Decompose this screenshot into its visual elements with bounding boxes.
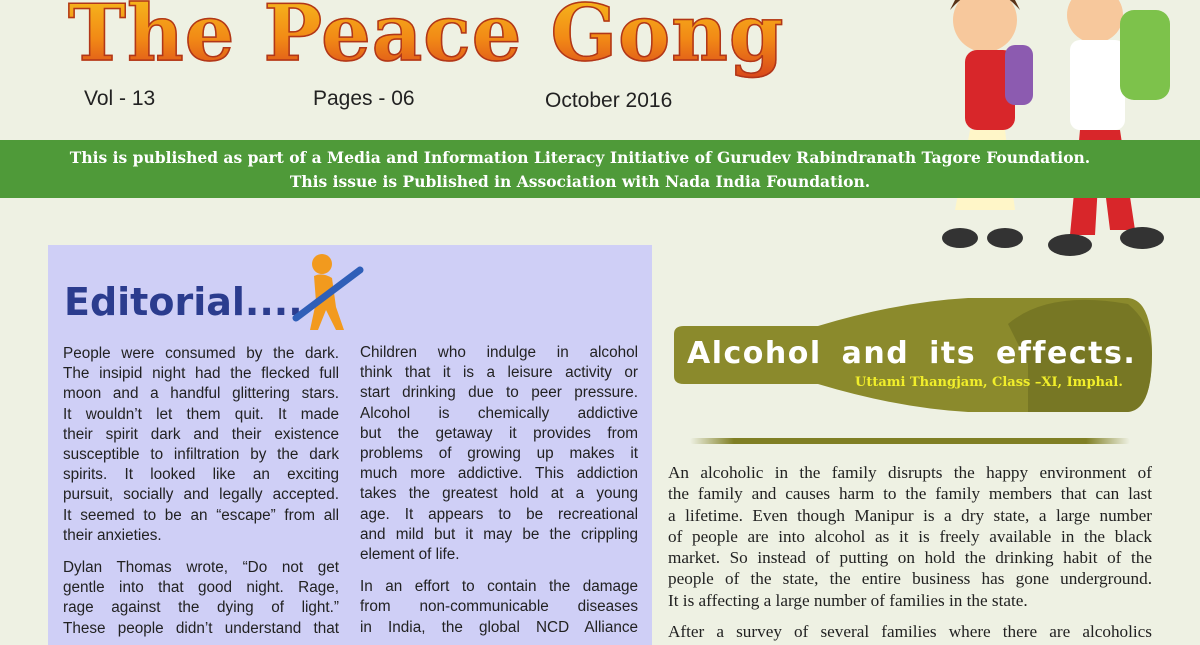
divider [690,438,1130,444]
paragraph [360,577,638,638]
text-line: After a survey of several families where there are alcoholics [668,622,1152,642]
text-line: Alcohol is chemically addictive [360,404,638,422]
paragraph [63,344,339,546]
text-line: a lifetime. Even though Manipur is a dry state, a large number [668,505,1152,525]
text-line: but the getaway it provides from [360,424,638,442]
text-line: their anxieties. [63,526,162,544]
text-line: the family and causes harm to the family members that can last [668,484,1152,504]
text-line: gentle into that good night. Rage, [63,579,339,597]
text-line: people of the state, the entire business has gone underground. [668,569,1152,589]
text-line: rage against the dying of light.” [63,599,339,617]
paragraph [63,558,339,639]
text-line: It seemed to be an “escape” from all [63,506,339,524]
paragraph [668,462,1152,611]
text-line: The insipid night had the flecked full [63,365,339,383]
text-line: It is affecting a large number of families in the state. [668,590,1028,610]
text-line: much more addictive. This addiction [360,465,638,483]
publication-banner [0,140,1200,198]
children-illustration [910,0,1200,270]
text-line: susceptible to infiltration by the dark [63,446,339,464]
volume: Vol - 13 [84,87,156,110]
article-byline: Uttami Thangjam, Class –XI, Imphal. [855,375,1123,390]
editorial-column-2 [360,343,638,638]
text-line: in India, the global NCD Alliance [360,618,638,636]
writer-with-pen-icon [292,252,364,332]
text-line: element of life. [360,546,460,564]
text-line: problems of growing up makes it [360,445,638,463]
article-body [668,462,1152,642]
newsletter-title: The Peace Gong [68,0,784,79]
text-line: takes the greatest hold at a young [360,485,638,503]
text-line: An alcoholic in the family disrupts the happy environment of [668,463,1152,482]
text-line: their spirit dark and their existence [63,425,339,443]
banner-line-2: This issue is Published in Association with Nada India Foundation. [289,172,871,191]
text-line: In an effort to contain the damage [360,578,638,596]
text-line: start drinking due to peer pressure. [360,384,638,402]
text-line: Children who indulge in alcohol [360,344,638,361]
text-line: and mild but it may be the crippling [360,525,638,543]
text-line: spirits. It looked like an exciting [63,466,339,484]
text-line: think that it is a leisure activity or [360,364,638,382]
text-line: of people are into alcohol as it is freely available in the black [668,526,1152,546]
article-title: Alcohol and its effects. [687,336,1137,371]
editorial-heading: Editorial.... [64,280,303,324]
text-line: pursuit, socially and legally accepted. [63,486,339,504]
text-line: It wouldn’t let them quit. It made [63,405,339,423]
text-line: These people didn’t understand that [63,619,339,637]
paragraph [360,343,638,565]
editorial-column-1 [63,344,339,639]
text-line: market. So instead of putting on hold the drinking habit of the [668,548,1152,568]
page-count: Pages - 06 [313,87,415,110]
issue-date: October 2016 [545,89,673,112]
paragraph [668,621,1152,642]
text-line: moon and a handful glittering stars. [63,385,339,403]
text-line: from non-communicable diseases [360,598,638,616]
banner-line-1: This is published as part of a Media and Information Literacy Initiative of Gurudev Rabindranath Tagore Foundation. [69,148,1091,167]
text-line: age. It appears to be recreational [360,505,638,523]
text-line: Dylan Thomas wrote, “Do not get [63,559,339,577]
text-line: People were consumed by the dark. [63,345,339,362]
